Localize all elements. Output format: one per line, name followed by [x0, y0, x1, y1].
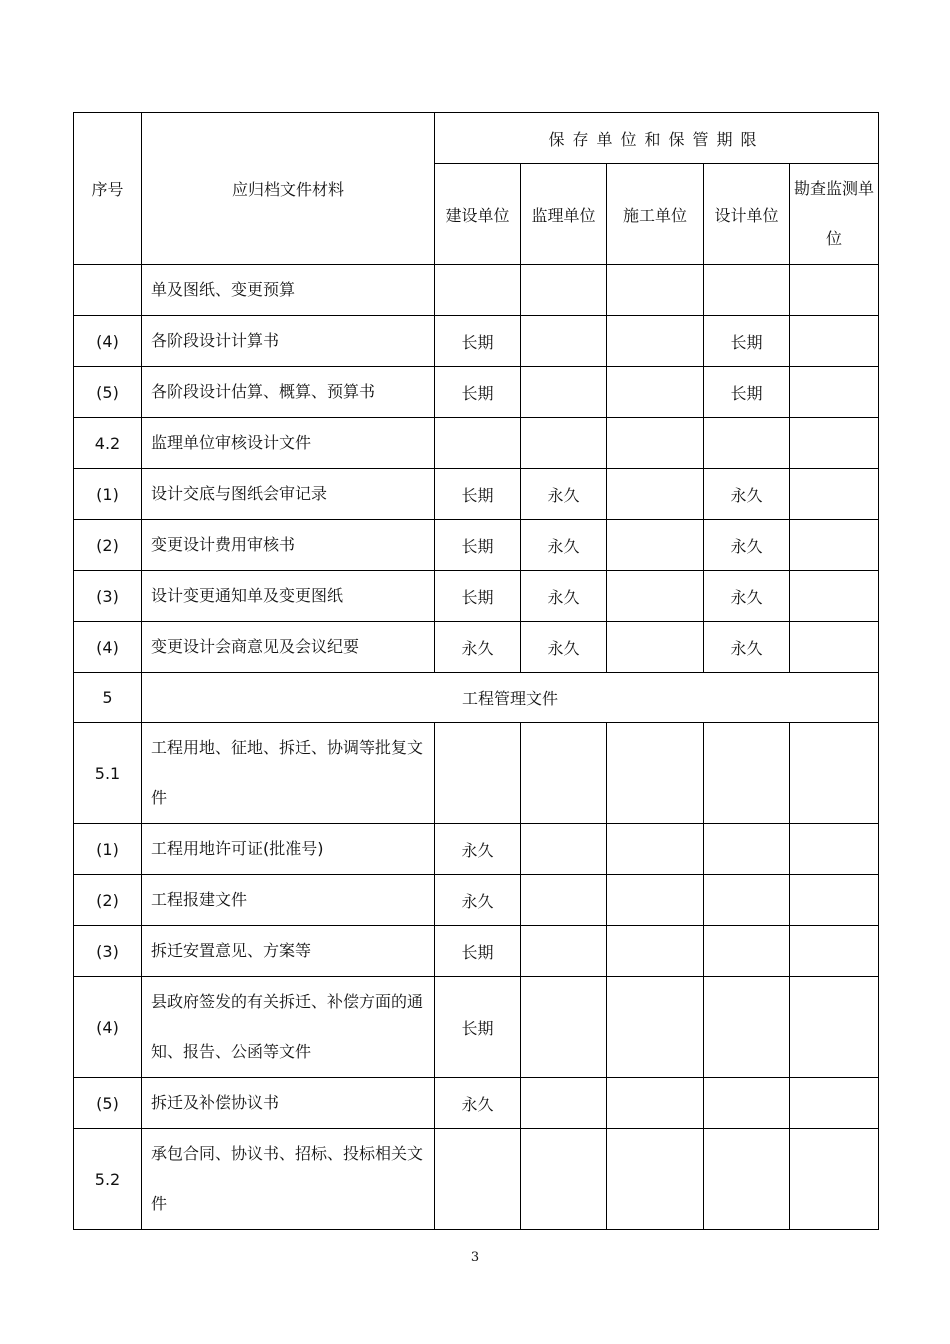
retention-cell [607, 418, 704, 469]
retention-cell [790, 469, 879, 520]
retention-cell [607, 367, 704, 418]
row-seq: (4) [74, 622, 142, 673]
row-material: 拆迁及补偿协议书 [142, 1078, 435, 1129]
table-row [74, 469, 879, 520]
row-material: 工程报建文件 [142, 875, 435, 926]
row-seq: 5.2 [74, 1129, 142, 1230]
row-seq: (3) [74, 926, 142, 977]
retention-cell: 永久 [521, 469, 607, 520]
row-material: 各阶段设计估算、概算、预算书 [142, 367, 435, 418]
retention-cell [790, 520, 879, 571]
retention-cell [607, 520, 704, 571]
retention-cell: 长期 [435, 520, 521, 571]
header-col-design: 设计单位 [704, 164, 790, 265]
row-seq: (2) [74, 520, 142, 571]
retention-cell [790, 571, 879, 622]
row-material: 工程用地、征地、拆迁、协调等批复文件 [142, 723, 435, 824]
retention-cell: 永久 [435, 824, 521, 875]
retention-cell [521, 723, 607, 824]
header-col-supervision: 监理单位 [521, 164, 607, 265]
retention-cell [790, 367, 879, 418]
retention-cell [790, 926, 879, 977]
header-seq: 序号 [74, 113, 142, 265]
retention-cell [790, 316, 879, 367]
page-number: 3 [470, 1250, 480, 1265]
row-material: 工程用地许可证(批准号) [142, 824, 435, 875]
retention-cell [704, 265, 790, 316]
retention-cell: 长期 [704, 316, 790, 367]
table-row [74, 520, 879, 571]
row-material: 拆迁安置意见、方案等 [142, 926, 435, 977]
retention-cell: 长期 [435, 977, 521, 1078]
header-material: 应归档文件材料 [142, 113, 435, 265]
retention-cell [704, 418, 790, 469]
table-row [74, 622, 879, 673]
row-seq [74, 265, 142, 316]
retention-cell: 长期 [435, 469, 521, 520]
retention-cell [790, 723, 879, 824]
retention-cell [521, 1078, 607, 1129]
row-material: 变更设计费用审核书 [142, 520, 435, 571]
retention-cell [521, 824, 607, 875]
row-material: 承包合同、协议书、招标、投标相关文件 [142, 1129, 435, 1230]
retention-cell: 长期 [704, 367, 790, 418]
row-seq: (5) [74, 367, 142, 418]
retention-cell [790, 875, 879, 926]
retention-cell [704, 824, 790, 875]
section-title: 工程管理文件 [142, 673, 879, 723]
table-row [74, 824, 879, 875]
row-material: 设计交底与图纸会审记录 [142, 469, 435, 520]
retention-cell [790, 977, 879, 1078]
retention-cell [521, 265, 607, 316]
retention-cell: 永久 [435, 622, 521, 673]
row-seq: 5 [74, 673, 142, 723]
row-seq: (4) [74, 977, 142, 1078]
retention-cell: 永久 [435, 1078, 521, 1129]
retention-cell [521, 1129, 607, 1230]
retention-cell [704, 875, 790, 926]
retention-cell: 永久 [435, 875, 521, 926]
retention-cell [435, 418, 521, 469]
header-group: 保存单位和保管期限 [435, 113, 879, 164]
retention-cell [521, 926, 607, 977]
retention-cell [704, 926, 790, 977]
table-row [74, 418, 879, 469]
row-material: 各阶段设计计算书 [142, 316, 435, 367]
row-seq: (2) [74, 875, 142, 926]
retention-cell: 长期 [435, 926, 521, 977]
row-seq: (4) [74, 316, 142, 367]
retention-cell [790, 265, 879, 316]
row-material: 县政府签发的有关拆迁、补偿方面的通知、报告、公函等文件 [142, 977, 435, 1078]
retention-cell [790, 824, 879, 875]
retention-cell [607, 571, 704, 622]
table-row [74, 926, 879, 977]
row-seq: (5) [74, 1078, 142, 1129]
retention-cell: 永久 [704, 469, 790, 520]
table-row [74, 367, 879, 418]
retention-cell: 永久 [704, 571, 790, 622]
retention-cell [435, 265, 521, 316]
retention-cell [521, 977, 607, 1078]
retention-cell [607, 469, 704, 520]
retention-cell [607, 977, 704, 1078]
retention-cell: 长期 [435, 571, 521, 622]
table-row [74, 265, 879, 316]
retention-cell [607, 1129, 704, 1230]
retention-cell: 永久 [521, 622, 607, 673]
table-row [74, 316, 879, 367]
retention-cell [435, 1129, 521, 1230]
retention-cell: 永久 [704, 520, 790, 571]
retention-cell [704, 977, 790, 1078]
table-body [74, 265, 879, 1230]
retention-cell [790, 1129, 879, 1230]
row-seq: 4.2 [74, 418, 142, 469]
table-row [74, 571, 879, 622]
table-row [74, 1078, 879, 1129]
retention-cell: 长期 [435, 316, 521, 367]
table-row [74, 875, 879, 926]
retention-cell [435, 723, 521, 824]
retention-cell [607, 875, 704, 926]
retention-cell [607, 622, 704, 673]
retention-cell [521, 875, 607, 926]
row-material: 设计变更通知单及变更图纸 [142, 571, 435, 622]
header-col-construction: 建设单位 [435, 164, 521, 265]
archive-table [73, 112, 879, 1230]
retention-cell [521, 316, 607, 367]
row-material: 单及图纸、变更预算 [142, 265, 435, 316]
row-seq: (1) [74, 824, 142, 875]
row-seq: (1) [74, 469, 142, 520]
table-row [74, 1129, 879, 1230]
retention-cell: 永久 [521, 520, 607, 571]
table-row [74, 673, 879, 723]
header-col-contractor: 施工单位 [607, 164, 704, 265]
retention-cell [704, 1129, 790, 1230]
row-material: 监理单位审核设计文件 [142, 418, 435, 469]
archive-table-container [73, 112, 879, 1230]
table-row [74, 723, 879, 824]
retention-cell [704, 723, 790, 824]
retention-cell [790, 418, 879, 469]
table-row [74, 977, 879, 1078]
retention-cell [607, 265, 704, 316]
retention-cell: 永久 [704, 622, 790, 673]
row-seq: (3) [74, 571, 142, 622]
retention-cell [607, 723, 704, 824]
retention-cell [607, 316, 704, 367]
retention-cell [704, 1078, 790, 1129]
header-col-survey: 勘查监测单位 [790, 164, 879, 265]
retention-cell [521, 418, 607, 469]
retention-cell [607, 926, 704, 977]
retention-cell: 永久 [521, 571, 607, 622]
row-material: 变更设计会商意见及会议纪要 [142, 622, 435, 673]
row-seq: 5.1 [74, 723, 142, 824]
retention-cell: 长期 [435, 367, 521, 418]
retention-cell [607, 1078, 704, 1129]
retention-cell [790, 622, 879, 673]
retention-cell [607, 824, 704, 875]
retention-cell [521, 367, 607, 418]
retention-cell [790, 1078, 879, 1129]
